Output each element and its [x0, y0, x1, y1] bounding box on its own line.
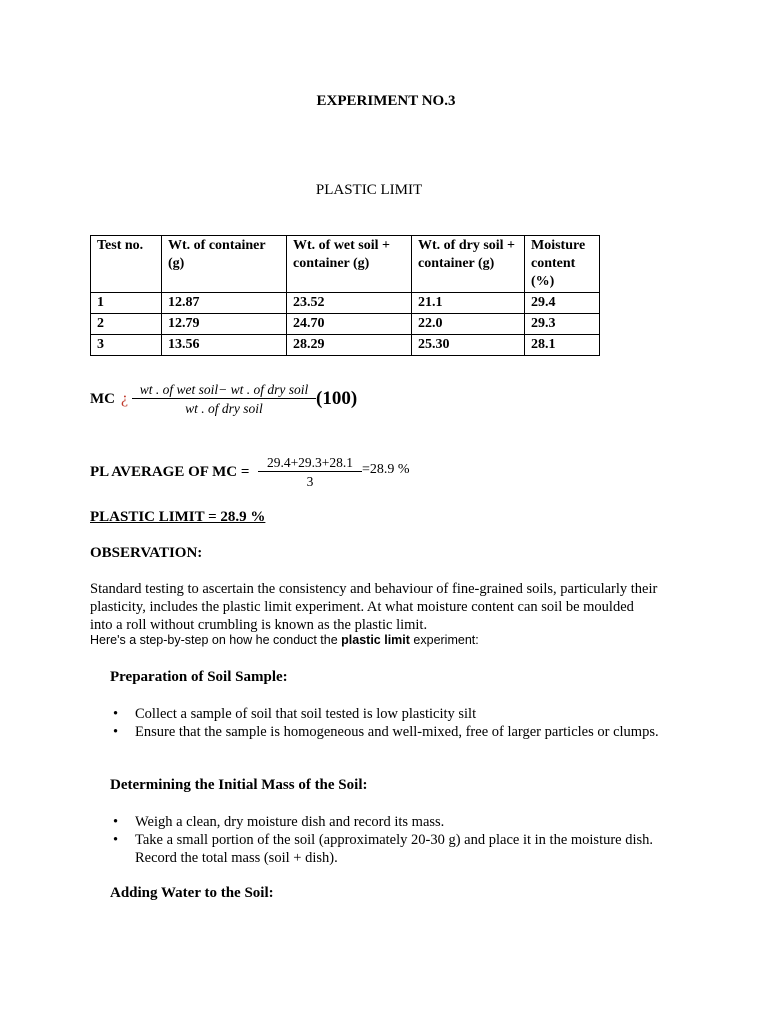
procedure-intro-text-end: experiment:: [409, 633, 479, 647]
list-item: [110, 723, 690, 741]
plastic-limit-result: PLASTIC LIMIT = 28.9 %: [90, 509, 266, 525]
table-cell: 22.0: [412, 314, 525, 335]
initial-mass-bullet-list: [110, 813, 690, 867]
table-row: [91, 335, 600, 356]
table-cell: 1: [91, 293, 162, 314]
table-cell: 28.29: [287, 335, 412, 356]
experiment-title: EXPERIMENT NO.3: [316, 93, 456, 109]
mc-formula-numerator: wt . of wet soil− wt . of dry soil: [139, 382, 309, 397]
table-cell: 12.79: [162, 314, 287, 335]
header-wet-soil-weight: Wt. of wet soil + container (g): [287, 236, 412, 293]
pl-average-result: =28.9 %: [362, 462, 410, 477]
table-cell: 24.70: [287, 314, 412, 335]
list-item: [110, 705, 690, 723]
header-dry-soil-weight: Wt. of dry soil + container (g): [412, 236, 525, 293]
bullet-icon: •: [113, 724, 119, 740]
table-cell: 2: [91, 314, 162, 335]
table-cell: 28.1: [525, 335, 600, 356]
bullet-icon: •: [113, 814, 119, 830]
results-table: [90, 235, 600, 356]
header-moisture-content: Moisture content (%): [525, 236, 600, 293]
table-cell: 3: [91, 335, 162, 356]
experiment-subtitle: PLASTIC LIMIT: [315, 182, 423, 198]
mc-formula-factor: (100): [316, 388, 358, 409]
table-cell: 29.3: [525, 314, 600, 335]
mc-formula-denominator: wt . of dry soil: [132, 398, 316, 417]
bullet-icon: •: [113, 706, 119, 722]
table-row: [91, 293, 600, 314]
pl-average-fraction: [258, 455, 362, 490]
observation-paragraph: Standard testing to ascertain the consistency and behaviour of fine-grained soils, particularly their plasticity, includes the plastic limit experiment. At what moisture content can soil be moulded into a roll without crumbling is known as the plastic limit.: [90, 581, 658, 633]
table-cell: 12.87: [162, 293, 287, 314]
section-heading-initial-mass: Determining the Initial Mass of the Soil:: [110, 777, 368, 793]
table-cell: 23.52: [287, 293, 412, 314]
list-item-text: Take a small portion of the soil (approximately 20-30 g) and place it in the moisture dish. Record the total mass (soil + dish).: [135, 832, 654, 866]
procedure-intro-bold: plastic limit: [341, 633, 410, 647]
section-heading-adding-water: Adding Water to the Soil:: [110, 885, 274, 901]
list-item-text: Ensure that the sample is homogeneous and well-mixed, free of larger particles or clumps.: [135, 724, 659, 740]
mc-formula-fraction: [132, 382, 316, 417]
observation-heading: OBSERVATION:: [90, 545, 203, 561]
pl-average-denominator: 3: [258, 471, 362, 490]
header-container-weight: Wt. of container (g): [162, 236, 287, 293]
header-test-no: Test no.: [91, 236, 162, 293]
list-item: [110, 813, 690, 831]
mc-formula-symbol: ¿: [121, 390, 129, 407]
table-row: [91, 314, 600, 335]
preparation-bullet-list: [110, 705, 690, 741]
mc-formula-label: MC: [90, 391, 115, 407]
procedure-intro: [90, 633, 479, 647]
procedure-intro-text: Here's a step-by-step on how he conduct the: [90, 633, 342, 647]
table-cell: 29.4: [525, 293, 600, 314]
list-item: [110, 831, 690, 867]
table-cell: 13.56: [162, 335, 287, 356]
table-header-row: [91, 236, 600, 293]
table-cell: 25.30: [412, 335, 525, 356]
pl-average-label: PL AVERAGE OF MC =: [90, 464, 250, 480]
list-item-text: Collect a sample of soil that soil tested is low plasticity silt: [135, 706, 477, 722]
bullet-icon: •: [113, 832, 119, 848]
list-item-text: Weigh a clean, dry moisture dish and record its mass.: [135, 814, 445, 830]
table-cell: 21.1: [412, 293, 525, 314]
pl-average-numerator: 29.4+29.3+28.1: [266, 455, 354, 470]
section-heading-preparation: Preparation of Soil Sample:: [110, 669, 288, 685]
